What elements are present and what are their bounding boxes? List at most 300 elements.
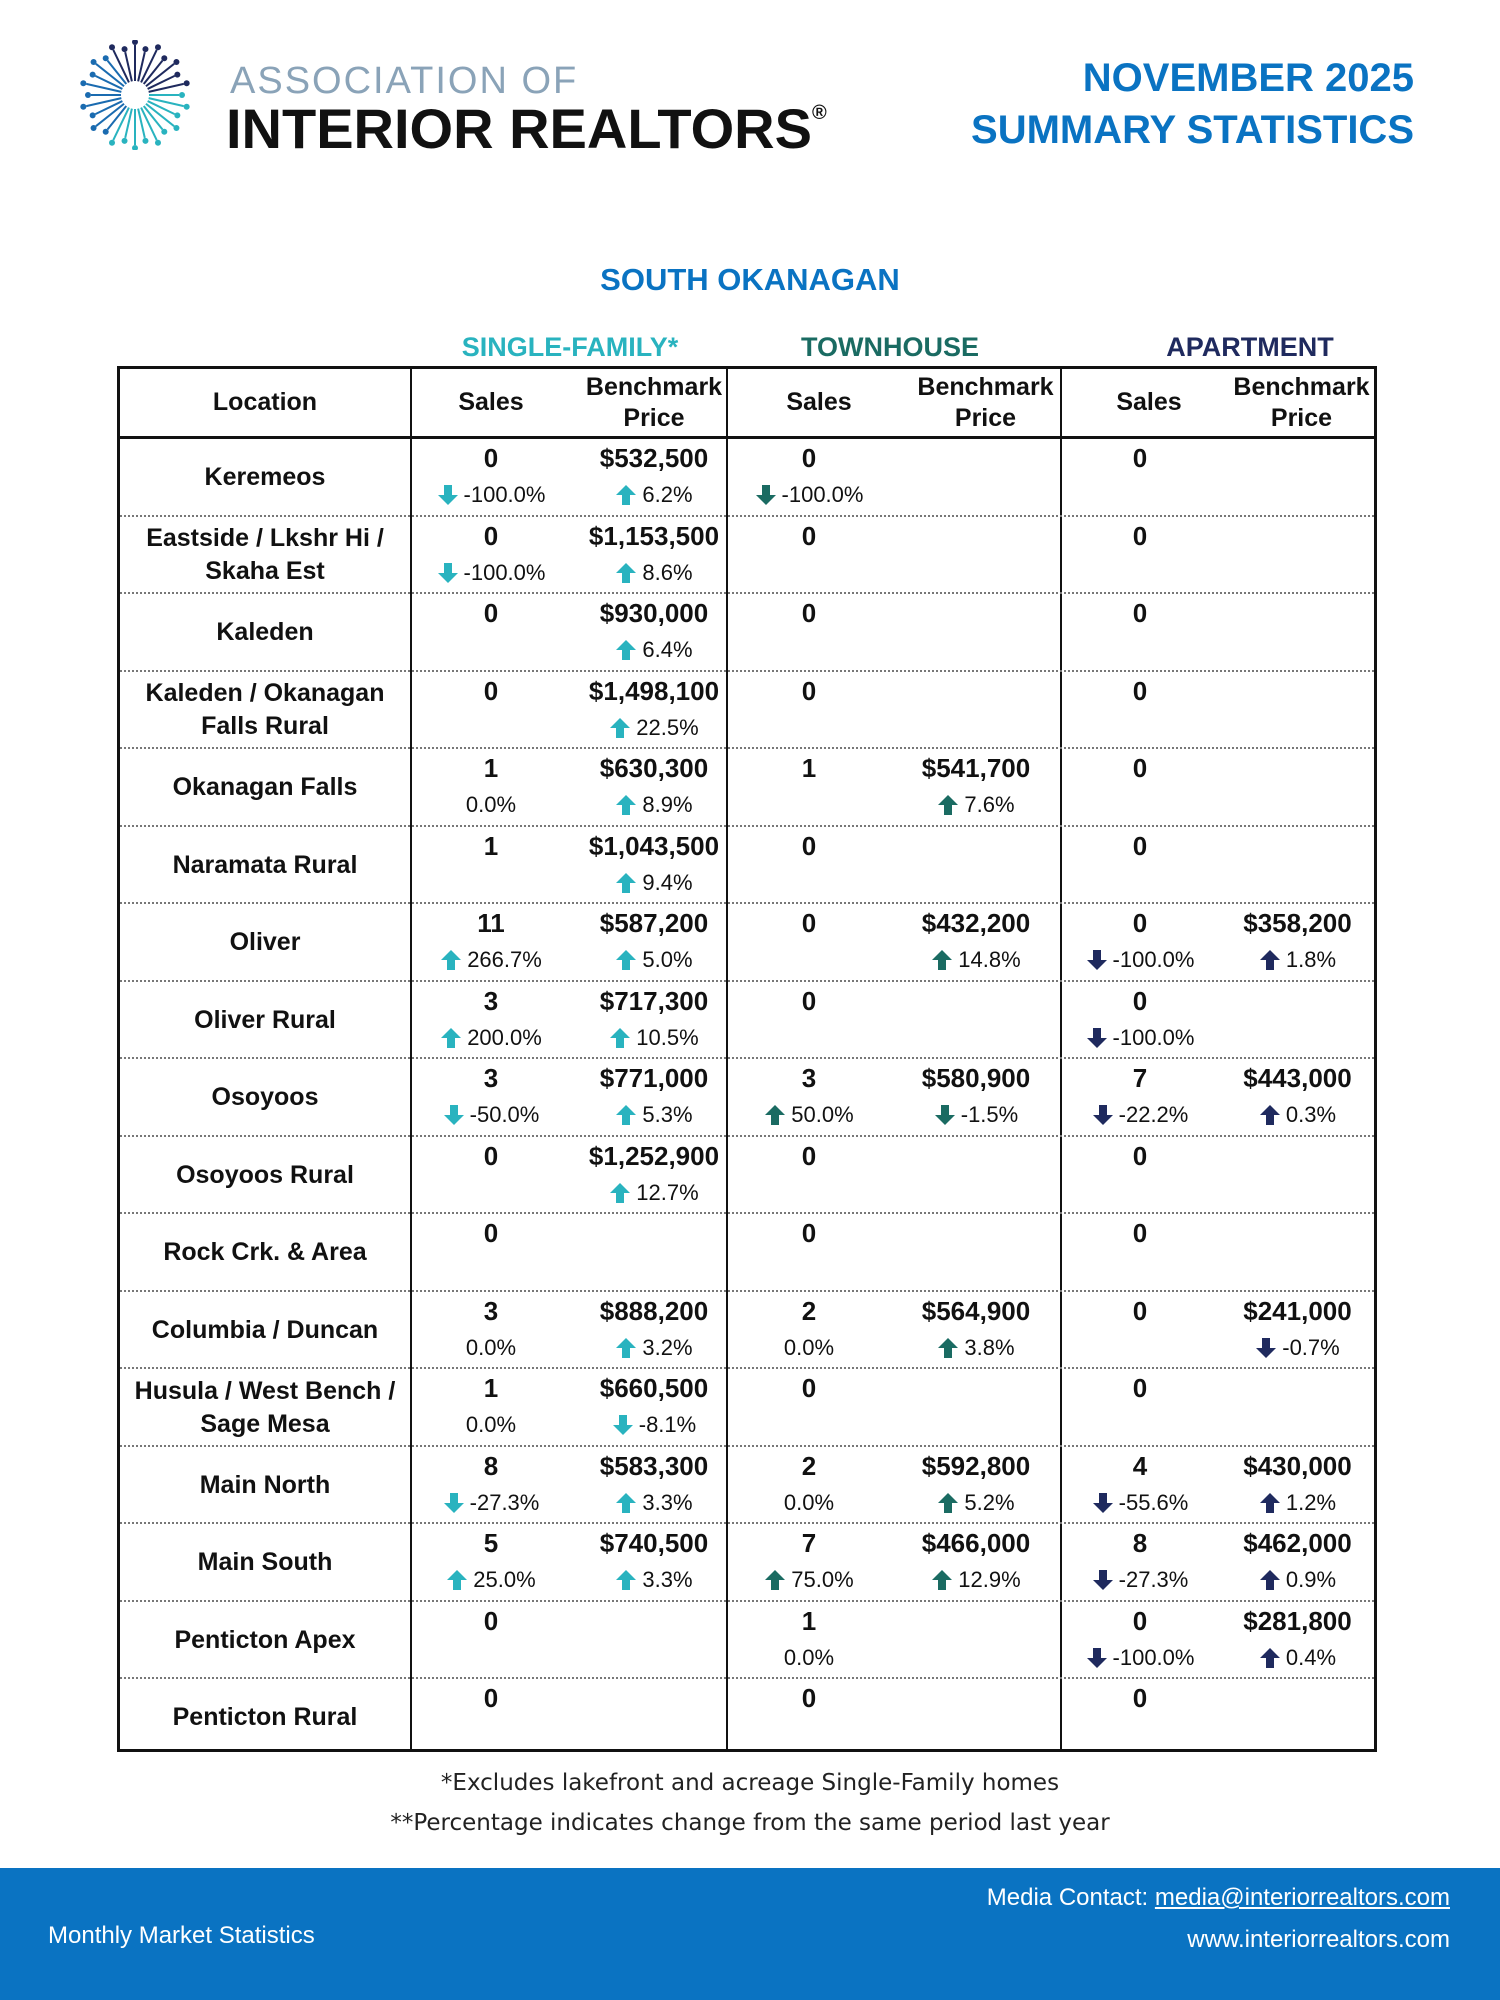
arrow-up-icon [609,1027,631,1049]
percent-change-text: 12.7% [636,1179,699,1205]
sf-price-value [572,1218,736,1248]
media-contact-label: Media Contact: [986,1884,1155,1911]
ap-price-value [1220,831,1375,861]
header-th-benchmark-line2: Price [954,403,1017,432]
percent-change-text: -100.0% [1112,1024,1195,1050]
th-sales-value: 0 [801,1373,817,1403]
header-th-benchmark [902,369,1069,436]
sf-price-change [572,481,736,509]
ap-sales-value: 0 [1132,830,1148,861]
sf-price-change [572,1489,736,1517]
th-sales-value: 0 [801,1683,817,1713]
header-sf-sales: Sales [458,388,524,416]
percent-change-text: 200.0% [467,1024,542,1050]
sf-sales-value: 0 [483,1218,499,1248]
th-price-value: $466,000 [921,1528,1031,1558]
percent-change-text: 1.2% [1285,1489,1337,1515]
location-name: Husula / West Bench / Sage Mesa [134,1376,396,1438]
report-title-subtitle: SUMMARY STATISTICS [971,108,1414,152]
arrow-down-icon [1086,1647,1108,1669]
arrow-up-icon [1259,1569,1281,1591]
footer-publication: Monthly Market Statistics [48,1922,315,1949]
ap-price-change [1220,1334,1375,1362]
arrow-up-icon [1259,949,1281,971]
sf-price-value: $587,200 [599,908,709,938]
sf-sales-change [410,1101,572,1129]
sf-sales-value: 0 [483,675,499,706]
th-price-value: $564,900 [921,1295,1031,1326]
th-sales-value: 0 [801,520,817,551]
sf-sales-value: 1 [483,753,499,783]
ap-sales-value: 7 [1132,1063,1148,1093]
sf-price-change [572,1101,736,1129]
th-price-value [892,1373,1060,1403]
arrow-down-icon [1086,1027,1108,1049]
arrow-up-icon [609,1182,631,1204]
arrow-up-icon [937,1337,959,1359]
percent-change-text: 0.0% [783,1334,835,1360]
ap-price-value: $443,000 [1243,1063,1352,1093]
category-townhouse: TOWNHOUSE [800,332,979,362]
footnote-percentage: **Percentage indicates change from the same period last year [390,1810,1110,1836]
ap-price-value [1220,1218,1375,1248]
percent-change-text: -100.0% [781,482,864,507]
arrow-down-icon [755,484,777,506]
table-row [120,827,1374,905]
ap-sales-value: 8 [1132,1528,1148,1558]
percent-change-text: 8.9% [642,792,693,817]
report-title-month: NOVEMBER 2025 [1082,56,1414,100]
percent-change-text: 0.0% [465,792,517,817]
table-row [120,1524,1374,1602]
header-ap-benchmark-line2: Price [1270,403,1333,432]
arrow-up-icon [615,794,637,816]
percent-change-text: 0.9% [1285,1567,1337,1592]
arrow-up-icon [1259,1104,1281,1126]
arrow-up-icon [615,1337,637,1359]
sf-price-change [572,791,736,819]
table-row [120,1679,1374,1757]
percent-change-text: 9.4% [642,869,693,895]
th-sales-value: 7 [801,1528,817,1558]
sf-price-value: $532,500 [599,443,709,473]
percent-change-text: -8.1% [638,1412,697,1437]
percent-change-text: 5.0% [642,947,693,972]
table-row [120,1214,1374,1292]
sf-sales-value: 0 [483,598,499,628]
association-logo-icon [80,40,190,150]
th-price-value [892,1606,1060,1636]
sf-price-change [572,714,736,742]
percent-change-text: -100.0% [1112,947,1195,972]
arrow-down-icon [1255,1337,1277,1359]
percent-change-text: 22.5% [636,714,699,740]
percent-change-text: -1.5% [960,1102,1019,1127]
th-price-value [892,1683,1060,1713]
arrow-down-icon [1092,1492,1114,1514]
sf-price-value: $1,252,900 [588,1140,720,1171]
table-row [120,594,1374,672]
region-title: SOUTH OKANAGAN [600,262,900,297]
percent-change-text: 6.4% [642,637,693,662]
arrow-up-icon [1259,1647,1281,1669]
footnote-single-family: *Excludes lakefront and acreage Single-Family homes [440,1770,1060,1796]
arrow-up-icon [937,794,959,816]
sf-price-change [572,636,736,664]
percent-change-text: 0.4% [1285,1644,1337,1670]
arrow-up-icon [609,717,631,739]
th-sales-value: 0 [801,598,817,628]
media-contact-email-link[interactable]: media@interiorrealtors.com [1154,1884,1450,1911]
sf-price-change [572,1334,736,1362]
arrow-up-icon [446,1569,468,1591]
ap-price-value: $430,000 [1243,1450,1352,1481]
location-name: Rock Crk. & Area [163,1238,367,1266]
sf-sales-value: 3 [483,1063,499,1093]
arrow-down-icon [612,1414,634,1436]
table-row [120,439,1374,517]
th-price-value [892,1141,1060,1171]
th-sales-value: 0 [801,1218,817,1248]
sf-sales-value: 1 [483,830,499,861]
th-price-value [892,443,1060,473]
sf-price-change [572,1179,736,1207]
sf-sales-change [410,946,572,974]
sf-sales-value: 1 [483,1373,499,1403]
arrow-up-icon [931,949,953,971]
percent-change-text: 50.0% [791,1102,854,1127]
sf-price-value: $930,000 [599,598,709,628]
header-th-benchmark-line1: Benchmark [917,372,1054,401]
sf-price-value: $717,300 [599,985,709,1016]
sf-price-value: $583,300 [599,1450,709,1481]
arrow-up-icon [615,949,637,971]
percent-change-text: 3.2% [642,1334,693,1360]
header-th-sales: Sales [786,388,852,416]
th-sales-change [726,481,892,509]
arrow-up-icon [615,639,637,661]
ap-price-value [1220,598,1375,628]
ap-price-value: $281,800 [1243,1605,1352,1636]
table-row [120,1292,1374,1370]
arrow-up-icon [615,1104,637,1126]
th-sales-value: 0 [801,830,817,861]
location-name: Penticton Apex [174,1625,356,1654]
ap-price-value [1220,753,1375,783]
ap-sales-value: 0 [1132,598,1148,628]
header-sf-benchmark [572,369,736,436]
percent-change-text: 3.8% [964,1334,1015,1360]
ap-price-change [1220,1489,1375,1517]
th-sales-change [726,1101,892,1129]
sf-price-value: $740,500 [599,1528,709,1558]
location-name: Okanagan Falls [172,773,358,801]
th-price-value [892,676,1060,706]
sf-sales-value: 3 [483,1295,499,1326]
percent-change-text: 0.3% [1285,1102,1337,1127]
percent-change-text: 0.0% [465,1334,517,1360]
location-name: Naramata Rural [172,850,358,879]
sf-sales-change [410,1024,572,1052]
th-sales-value: 2 [801,1295,817,1326]
arrow-down-icon [934,1104,956,1126]
ap-price-change [1220,1644,1375,1672]
header-ap-sales: Sales [1116,388,1182,416]
percent-change-text: -100.0% [463,559,546,585]
table-row [120,672,1374,750]
ap-sales-value: 0 [1132,520,1148,551]
th-sales-change [726,1644,892,1672]
arrow-down-icon [1092,1104,1114,1126]
arrow-down-icon [437,562,459,584]
location-name: Eastside / Lkshr Hi / Skaha Est [146,524,384,585]
percent-change-text: 8.6% [642,559,693,585]
th-sales-value: 2 [801,1450,817,1481]
sf-sales-value: 8 [483,1450,499,1481]
th-sales-change [726,1489,892,1517]
th-price-change [892,1489,1060,1517]
arrow-down-icon [443,1492,465,1514]
sf-price-value: $771,000 [599,1063,709,1093]
percent-change-text: 3.3% [642,1489,693,1515]
sf-price-value [572,1683,736,1713]
percent-change-text: -27.3% [469,1489,540,1515]
arrow-up-icon [615,1492,637,1514]
ap-sales-value: 0 [1132,1605,1148,1636]
sf-price-change [572,869,736,897]
arrow-up-icon [937,1492,959,1514]
percent-change-text: 5.3% [642,1102,693,1127]
th-price-value [892,831,1060,861]
location-name: Osoyoos Rural [176,1160,354,1189]
ap-price-value [1220,1141,1375,1171]
sf-price-value: $1,153,500 [588,520,720,551]
sf-price-value: $888,200 [599,1295,709,1326]
table-row [120,1369,1374,1447]
location-name: Penticton Rural [172,1703,358,1731]
percent-change-text: -0.7% [1282,1334,1340,1360]
location-name: Main North [199,1470,331,1499]
location-name: Osoyoos [211,1083,319,1111]
sf-price-change [572,559,736,587]
table-row [120,517,1374,595]
th-sales-value: 0 [801,443,817,473]
arrow-up-icon [615,562,637,584]
arrow-up-icon [1259,1492,1281,1514]
percent-change-text: -27.3% [1118,1567,1189,1592]
th-price-change [892,946,1060,974]
page-footer [0,1868,1500,2000]
th-sales-change [726,1566,892,1594]
sf-price-change [572,1411,736,1439]
arrow-down-icon [437,484,459,506]
ap-price-value [1220,521,1375,551]
arrow-down-icon [1086,949,1108,971]
percent-change-text: 1.8% [1285,947,1337,972]
percent-change-text: 6.2% [642,482,693,507]
location-name: Kaleden [216,618,314,646]
table-header [120,369,1374,439]
arrow-up-icon [931,1569,953,1591]
th-sales-value: 1 [801,1605,817,1636]
sf-sales-value: 0 [483,1140,499,1171]
location-name: Oliver Rural [194,1005,336,1034]
percent-change-text: 14.8% [958,947,1021,972]
sf-sales-change [410,1334,572,1362]
ap-sales-change [1060,1566,1220,1594]
sf-price-value [572,1606,736,1636]
ap-price-value [1220,986,1375,1016]
ap-sales-value: 0 [1132,1373,1148,1403]
sf-sales-value: 0 [483,520,499,551]
table-row [120,982,1374,1060]
arrow-up-icon [615,1569,637,1591]
category-apartment: APARTMENT [1166,332,1334,362]
location-name: Columbia / Duncan [151,1315,379,1344]
ap-sales-change [1060,1489,1220,1517]
arrow-down-icon [443,1104,465,1126]
ap-price-value: $462,000 [1243,1528,1352,1558]
ap-sales-value: 0 [1132,443,1148,473]
percent-change-text: 7.6% [964,792,1015,817]
th-price-change [892,791,1060,819]
arrow-up-icon [615,484,637,506]
ap-price-value [1220,1373,1375,1403]
sf-price-value: $630,300 [599,753,709,783]
arrow-up-icon [764,1569,786,1591]
org-name-text: INTERIOR REALTORS [226,97,812,160]
th-price-value: $432,200 [921,908,1031,938]
ap-sales-change [1060,1024,1220,1052]
ap-price-change [1220,946,1375,974]
percent-change-text: -22.2% [1118,1102,1189,1127]
th-price-value: $541,700 [921,753,1031,783]
sf-price-change [572,1024,736,1052]
percent-change-text: -100.0% [1112,1644,1195,1670]
th-price-value: $580,900 [921,1063,1031,1093]
sf-sales-value: 3 [483,985,499,1016]
location-name: Keremeos [204,463,326,491]
th-price-change [892,1101,1060,1129]
ap-sales-value: 0 [1132,1218,1148,1248]
th-price-value [892,598,1060,628]
percent-change-text: 10.5% [636,1024,699,1050]
th-price-change [892,1566,1060,1594]
org-name-line1: ASSOCIATION OF [230,60,579,102]
th-sales-value: 3 [801,1063,817,1093]
percent-change-text: -55.6% [1118,1489,1189,1515]
statistics-table [117,366,1377,1752]
arrow-down-icon [1092,1569,1114,1591]
th-sales-value: 0 [801,1140,817,1171]
sf-price-value: $1,498,100 [588,675,720,706]
ap-price-value [1220,676,1375,706]
table-row [120,904,1374,982]
th-price-value [892,1218,1060,1248]
percent-change-text: 3.3% [642,1567,693,1592]
percent-change-text: 266.7% [467,947,542,972]
sf-sales-value: 0 [483,1683,499,1713]
th-price-value [892,986,1060,1016]
arrow-up-icon [615,872,637,894]
ap-sales-value: 0 [1132,753,1148,783]
ap-sales-value: 0 [1132,908,1148,938]
arrow-up-icon [764,1104,786,1126]
sf-sales-change [410,1489,572,1517]
header-sf-benchmark-line1: Benchmark [585,372,723,401]
arrow-up-icon [440,949,462,971]
percent-change-text: 0.0% [783,1489,835,1515]
th-sales-value: 0 [801,908,817,938]
ap-sales-change [1060,946,1220,974]
th-price-value: $592,800 [921,1450,1031,1481]
ap-sales-value: 0 [1132,1683,1148,1713]
location-name: Oliver [229,928,301,956]
org-name-line2 [226,96,827,161]
header-ap-benchmark [1229,369,1374,436]
percent-change-text: 0.0% [465,1412,517,1437]
header-sf-benchmark-line2: Price [623,403,685,432]
report-title [971,52,1414,156]
location-name: Kaleden / Okanagan Falls Rural [145,679,385,740]
sf-price-value: $1,043,500 [588,830,720,861]
footer-website-link[interactable]: www.interiorrealtors.com [1187,1926,1450,1953]
th-sales-change [726,1334,892,1362]
arrow-up-icon [440,1027,462,1049]
ap-price-change [1220,1101,1375,1129]
sf-sales-change [410,791,572,819]
ap-price-value [1220,443,1375,473]
percent-change-text: 25.0% [473,1567,536,1592]
sf-sales-value: 0 [483,1605,499,1636]
percent-change-text: 5.2% [964,1489,1015,1515]
sf-sales-change [410,1411,572,1439]
category-single-family: SINGLE-FAMILY* [461,332,679,362]
ap-sales-value: 0 [1132,985,1148,1016]
ap-price-change [1220,1566,1375,1594]
table-row [120,1137,1374,1215]
ap-sales-value: 0 [1132,1295,1148,1326]
th-sales-value: 0 [801,985,817,1016]
table-row [120,749,1374,827]
sf-sales-value: 11 [477,908,505,938]
ap-sales-change [1060,1101,1220,1129]
sf-sales-value: 0 [483,443,499,473]
th-sales-value: 0 [801,675,817,706]
percent-change-text: 0.0% [783,1644,835,1670]
table-row [120,1602,1374,1680]
table-row [120,1447,1374,1525]
location-name: Main South [197,1548,333,1576]
footer-media-contact [987,1884,1450,1912]
sf-price-change [572,1566,736,1594]
th-price-value [892,521,1060,551]
header-ap-benchmark-line1: Benchmark [1233,372,1370,401]
sf-price-value: $660,500 [599,1373,709,1403]
ap-sales-value: 4 [1132,1450,1148,1481]
ap-sales-change [1060,1644,1220,1672]
table-row [120,1059,1374,1137]
th-sales-value: 1 [801,753,817,783]
ap-sales-value: 0 [1132,675,1148,706]
th-price-change [892,1334,1060,1362]
percent-change-text: 75.0% [791,1567,854,1592]
sf-sales-change [410,1566,572,1594]
percent-change-text: -100.0% [463,482,546,507]
registered-mark: ® [811,102,827,124]
sf-price-change [572,946,736,974]
ap-price-value: $241,000 [1243,1295,1352,1326]
